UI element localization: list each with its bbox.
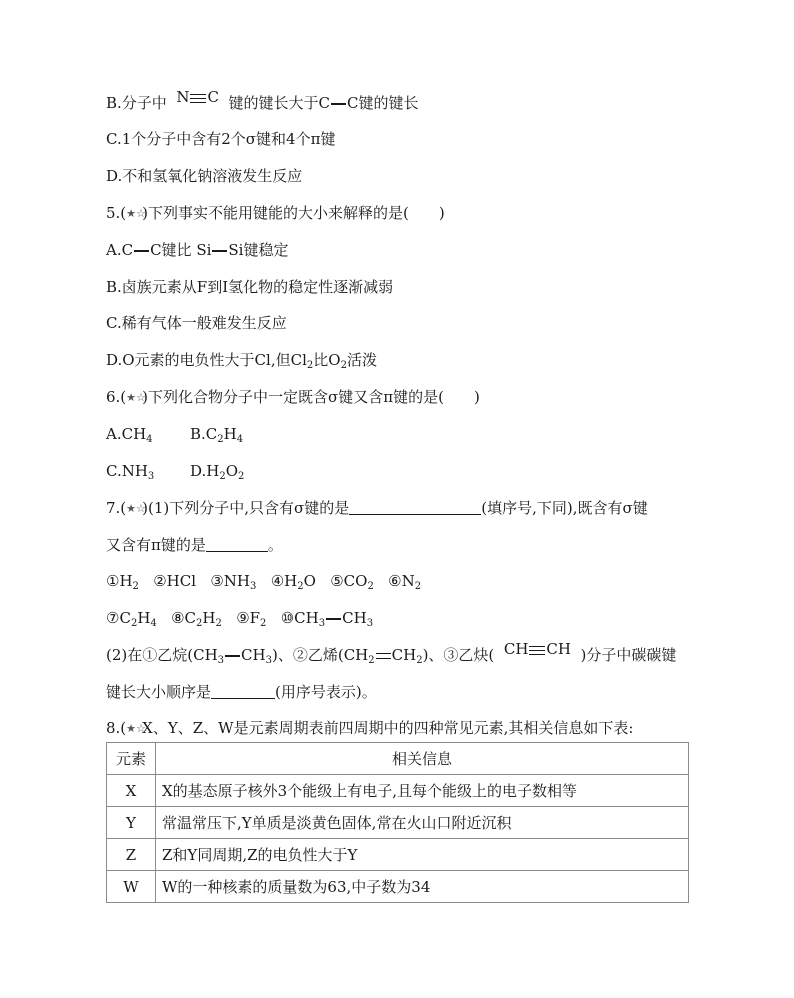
table-row [107, 871, 689, 903]
q6-option-a: $A.CH_4$ [106, 425, 153, 445]
q5-option-d: D.O元素的电负性大于Cl,但$Cl_2$比$O_2$活泼 [106, 351, 377, 371]
ethyne-formula: CH CH [503, 640, 571, 658]
difficulty-star-icon: ★☆ [126, 391, 146, 404]
table-cell: 常温常压下,Y单质是淡黄色固体,常在火山口附近沉积 [156, 807, 689, 839]
q6-stem: 6.(★☆)下列化合物分子中一定既含σ键又含π键的是( ) [106, 388, 480, 406]
q4-option-d: D.不和氢氧化钠溶液发生反应 [106, 167, 303, 185]
table-row [107, 839, 689, 871]
answer-blank[interactable] [349, 500, 481, 515]
table-cell: W的一种核素的质量数为63,中子数为34 [156, 871, 689, 903]
q6-option-d: $D.H_2O_2$ [190, 462, 245, 482]
q7-stem: 7.(★☆)(1)下列分子中,只含有σ键的是 (填序号,下同),既含有σ键 [106, 499, 648, 517]
q4-option-b: B.分子中 N C 键的键长大于C C键的键长 [106, 88, 419, 112]
n-triple-c-formula: N C [176, 88, 219, 106]
q7-options-row2: $⑦C_2H_4$ $⑧C_2H_2$ $⑨F_2$ $⑩CH_3$ $CH_3$ [106, 609, 374, 629]
difficulty-star-icon: ★☆ [126, 207, 146, 220]
table-header-row [107, 743, 689, 775]
q4-option-c: C.1个分子中含有2个σ键和4个π键 [106, 130, 336, 148]
table-cell: Y [107, 807, 156, 839]
table-header-cell: 相关信息 [156, 743, 689, 775]
single-bond-icon [225, 655, 240, 657]
single-bond-icon [326, 618, 341, 620]
q5-option-a: A.C C键比 Si Si键稳定 [106, 241, 289, 259]
table-header-cell: 元素 [107, 743, 156, 775]
single-bond-icon [331, 103, 346, 105]
single-bond-icon [134, 250, 149, 252]
table-cell: Z [107, 839, 156, 871]
q5-stem: 5.(★☆)下列事实不能用键能的大小来解释的是( ) [106, 204, 445, 222]
q8-stem: 8.(★☆X、Y、Z、W是元素周期表前四周期中的四种常见元素,其相关信息如下表: [106, 719, 634, 737]
table-cell: X的基态原子核外3个能级上有电子,且每个能级上的电子数相等 [156, 775, 689, 807]
q7-part2-line2: 键长大小顺序是 (用序号表示)。 [106, 683, 377, 701]
single-bond-icon [212, 250, 227, 252]
q5-option-c: C.稀有气体一般难发生反应 [106, 314, 287, 332]
table-row [107, 807, 689, 839]
q6-option-b: $B.C_2H_4$ [190, 425, 244, 445]
q5-option-b: B.卤族元素从F到I氢化物的稳定性逐渐减弱 [106, 278, 394, 296]
difficulty-star-icon: ★☆ [126, 502, 146, 515]
triple-bond-icon [190, 94, 206, 103]
q7-options-row1: $①H_2$ ②HCl $③NH_3$ $④H_2O$ $⑤CO_2$ $⑥N_2$ [106, 572, 422, 592]
q7-part2: (2)在①乙烷($CH_3$ $CH_3$)、②乙烯($CH_2$ $CH_2$)、③乙炔( CH CH )分子中碳碳键 [106, 640, 677, 666]
element-info-table [106, 742, 689, 903]
answer-blank[interactable] [206, 537, 268, 552]
answer-blank[interactable] [211, 684, 275, 699]
table-cell: X [107, 775, 156, 807]
triple-bond-icon [529, 646, 545, 655]
table-cell: Z和Y同周期,Z的电负性大于Y [156, 839, 689, 871]
q6-option-c: $C.NH_3$ [106, 462, 155, 482]
q7-stem-line2: 又含有π键的是 。 [106, 536, 283, 554]
table-row [107, 775, 689, 807]
difficulty-star-icon: ★☆ [126, 722, 146, 735]
double-bond-icon [376, 653, 391, 659]
table-cell: W [107, 871, 156, 903]
